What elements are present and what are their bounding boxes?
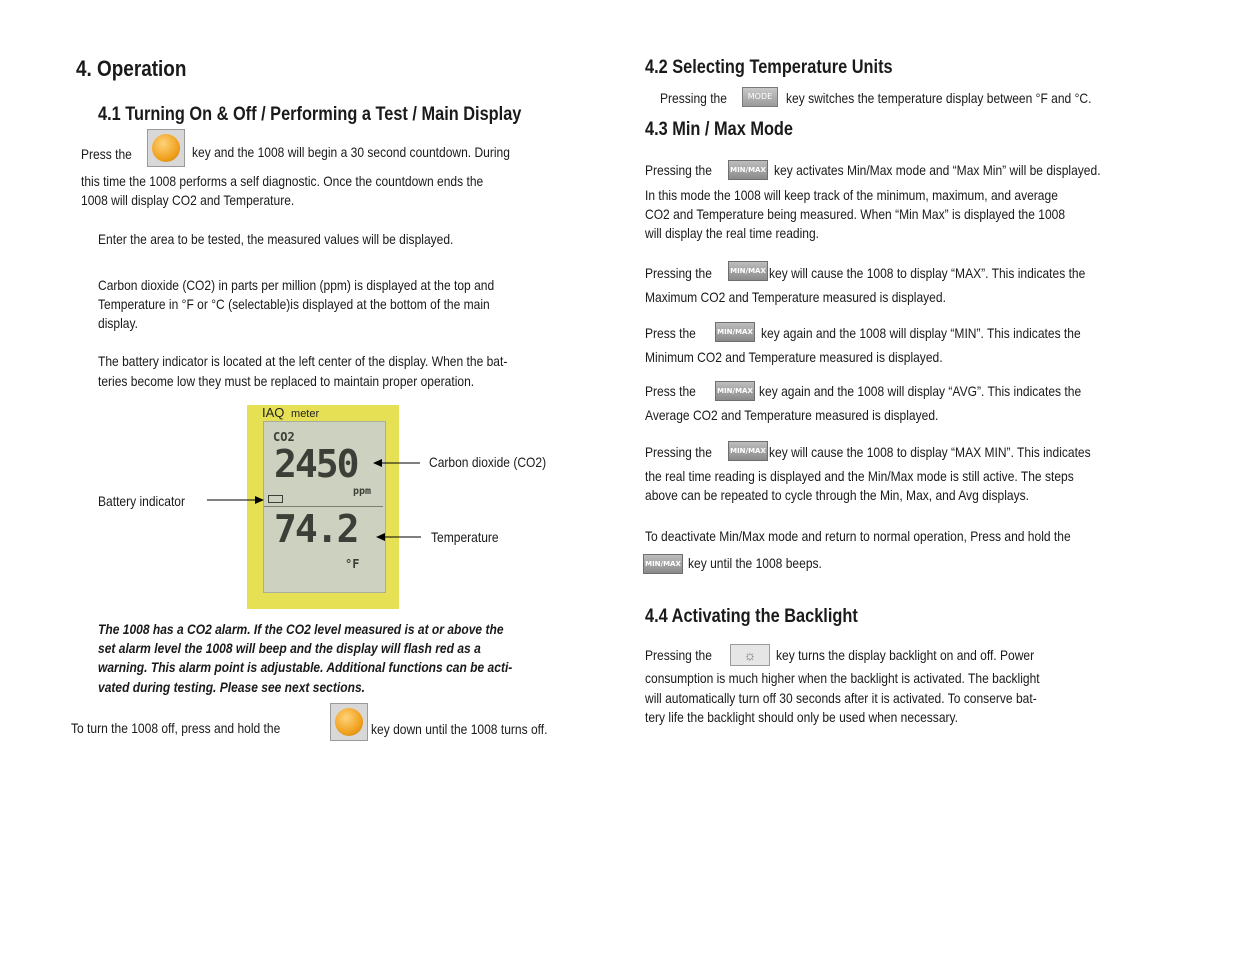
alarm-note: warning. This alarm point is adjustable. Additional functions can be acti- (98, 659, 513, 675)
callout-battery: Battery indicator (98, 493, 186, 509)
paragraph-text: 1008 will display CO2 and Temperature. (81, 192, 295, 208)
minmax-key-icon: MIN/MAX (643, 554, 683, 574)
ppm-unit: ppm (353, 486, 372, 497)
co2-label: CO2 (273, 430, 295, 444)
paragraph-text: tery life the backlight should only be used when necessary. (645, 709, 958, 725)
paragraph-text: In this mode the 1008 will keep track of the minimum, maximum, and average (645, 187, 1058, 203)
subsection-4-3-title: 4.3 Min / Max Mode (645, 119, 794, 140)
paragraph-text: key will cause the 1008 to display “MAX”. This indicates the (769, 265, 1086, 281)
temperature-unit: °F (345, 557, 360, 571)
callout-temperature: Temperature (431, 529, 499, 545)
paragraph-text: To turn the 1008 off, press and hold the (71, 720, 281, 736)
paragraph-text: CO2 and Temperature being measured. When “Min Max” is displayed the 1008 (645, 206, 1066, 222)
paragraph-text: key will cause the 1008 to display “MAX MIN”. This indicates (769, 444, 1091, 460)
paragraph-text: key switches the temperature display between °F and °C. (786, 90, 1092, 106)
minmax-key-icon: MIN/MAX (715, 381, 755, 401)
paragraph-text: key again and the 1008 will display “MIN”. This indicates the (761, 325, 1081, 341)
subsection-4-1-title: 4.1 Turning On & Off / Performing a Test / Main Display (98, 104, 522, 125)
paragraph-text: above can be repeated to cycle through the Min, Max, and Avg displays. (645, 487, 1029, 503)
paragraph-text: display. (98, 315, 138, 331)
alarm-note: set alarm level the 1008 will beep and the display will flash red as a (98, 640, 481, 656)
paragraph-text: Minimum CO2 and Temperature measured is displayed. (645, 349, 943, 365)
minmax-key-icon: MIN/MAX (728, 441, 768, 461)
paragraph-text: teries become low they must be replaced to maintain proper operation. (98, 373, 475, 389)
subsection-4-4-title: 4.4 Activating the Backlight (645, 606, 858, 627)
minmax-key-icon: MIN/MAX (728, 160, 768, 180)
subsection-4-2-title: 4.2 Selecting Temperature Units (645, 57, 893, 78)
paragraph-text: Enter the area to be tested, the measured values will be displayed. (98, 231, 454, 247)
paragraph-text: Press the (81, 146, 132, 162)
paragraph-text: key and the 1008 will begin a 30 second countdown. During (192, 144, 510, 160)
paragraph-text: Press the (645, 383, 696, 399)
temperature-reading: 74.2 (274, 507, 358, 551)
paragraph-text: Pressing the (645, 162, 712, 178)
callout-co2: Carbon dioxide (CO2) (429, 454, 547, 470)
paragraph-text: Press the (645, 325, 696, 341)
mode-key-icon: MODE (742, 87, 778, 107)
paragraph-text: The battery indicator is located at the left center of the display. When the bat- (98, 353, 508, 369)
alarm-note: The 1008 has a CO2 alarm. If the CO2 level measured is at or above the (98, 621, 504, 637)
paragraph-text: Average CO2 and Temperature measured is displayed. (645, 407, 939, 423)
paragraph-text: Pressing the (645, 265, 712, 281)
paragraph-text: Carbon dioxide (CO2) in parts per million (ppm) is displayed at the top and (98, 277, 495, 293)
paragraph-text: Maximum CO2 and Temperature measured is displayed. (645, 289, 946, 305)
paragraph-text: key turns the display backlight on and off. Power (776, 647, 1035, 663)
paragraph-text: Temperature in °F or °C (selectable)is displayed at the bottom of the main (98, 296, 490, 312)
paragraph-text: key activates Min/Max mode and “Max Min” will be displayed. (774, 162, 1101, 178)
co2-reading: 2450 (274, 442, 358, 486)
paragraph-text: consumption is much higher when the backlight is activated. The backlight (645, 670, 1040, 686)
paragraph-text: Pressing the (645, 444, 712, 460)
paragraph-text: key until the 1008 beeps. (688, 555, 822, 571)
paragraph-text: Pressing the (660, 90, 727, 106)
minmax-key-icon: MIN/MAX (728, 261, 768, 281)
paragraph-text: key down until the 1008 turns off. (371, 721, 548, 737)
paragraph-text: this time the 1008 performs a self diagnostic. Once the countdown ends the (81, 173, 484, 189)
paragraph-text: To deactivate Min/Max mode and return to normal operation, Press and hold the (645, 528, 1071, 544)
power-key-icon (330, 703, 368, 741)
section-heading: 4. Operation (76, 56, 187, 81)
paragraph-text: Pressing the (645, 647, 712, 663)
paragraph-text: key again and the 1008 will display “AVG”. This indicates the (759, 383, 1082, 399)
minmax-key-icon: MIN/MAX (715, 322, 755, 342)
paragraph-text: will display the real time reading. (645, 225, 820, 241)
paragraph-text: will automatically turn off 30 seconds after it is activated. To conserve bat- (645, 690, 1037, 706)
alarm-note: vated during testing. Please see next sections. (98, 679, 365, 695)
paragraph-text: the real time reading is displayed and the Min/Max mode is still active. The steps (645, 468, 1074, 484)
display-brand: IAQ meter (262, 405, 320, 420)
backlight-key-icon: ☼ (730, 644, 770, 666)
